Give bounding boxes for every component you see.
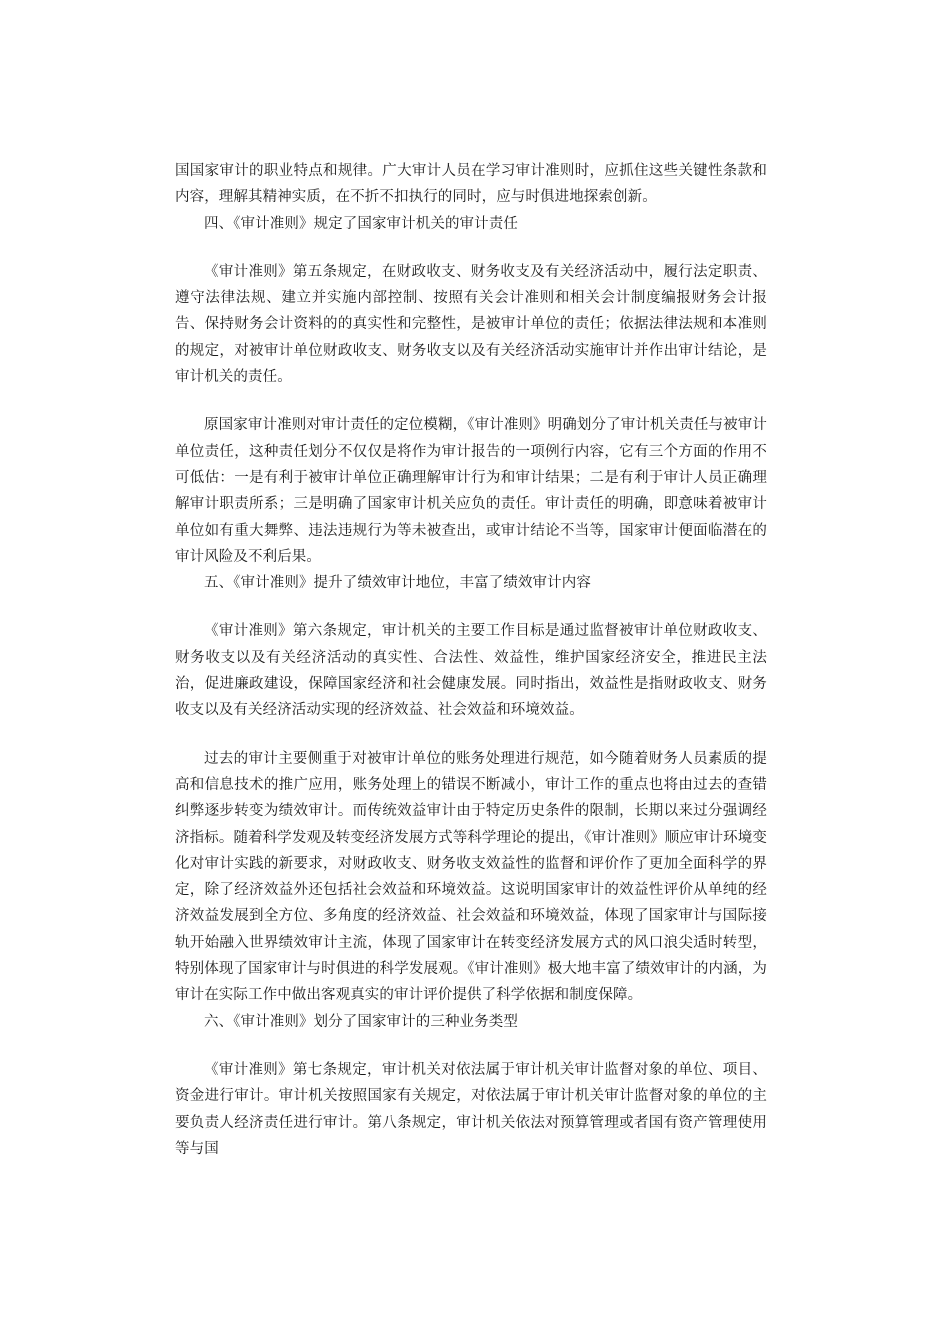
section-heading-6: 六、《审计准则》划分了国家审计的三种业务类型: [204, 1013, 518, 1030]
paragraph-article-7: 《审计准则》第七条规定，审计机关对依法属于审计机关审计监督对象的单位、项目、资金进行审计。审计机关按照国家有关规定，对依法属于审计机关审计监督对象的单位的主要负责人经济责任进行审计。第八条规定，审计机关依法对预算管理或者国有资产管理使用等与国: [175, 1061, 767, 1157]
section-heading-4: 四、《审计准则》规定了国家审计机关的审计责任: [204, 215, 518, 232]
paragraph-article-5: 《审计准则》第五条规定，在财政收支、财务收支及有关经济活动中，履行法定职责、遵守法律法规、建立并实施内部控制、按照有关会计准则和相关会计制度编报财务会计报告、保持财务会计资料的的真实性和完整性，是被审计单位的责任；依据法律法规和本准则的规定，对被审计单位财政收支、财务收支以及有关经济活动实施审计并作出审计结论，是审计机关的责任。: [175, 263, 767, 386]
document-body: [175, 158, 767, 1162]
paragraph-audit-responsibility: 原国家审计准则对审计责任的定位模糊，《审计准则》明确划分了审计机关责任与被审计单位责任，这种责任划分不仅仅是将作为审计报告的一项例行内容，它有三个方面的作用不可低估：一是有利于被审计单位正确理解审计行为和审计结果；二是有利于审计人员正确理解审计职责所系；三是明确了国家审计机关应负的责任。审计责任的明确，即意味着被审计单位如有重大舞弊、违法违规行为等未被查出，或审计结论不当等，国家审计便面临潜在的审计风险及不利后果。: [175, 417, 767, 565]
section-heading-5: 五、《审计准则》提升了绩效审计地位，丰富了绩效审计内容: [204, 575, 591, 592]
paragraph-continuation: 国国家审计的职业特点和规律。广大审计人员在学习审计准则时，应抓住这些关键性条款和内容，理解其精神实质，在不折不扣执行的同时，应与时俱进地探索创新。: [175, 163, 767, 206]
paragraph-performance-audit: 过去的审计主要侧重于对被审计单位的账务处理进行规范，如今随着财务人员素质的提高和信息技术的推广应用，账务处理上的错误不断减小，审计工作的重点也将由过去的查错纠弊逐步转变为绩效审计。而传统效益审计由于特定历史条件的限制，长期以来过分强调经济指标。随着科学发观及转变经济发展方式等科学理论的提出，《审计准则》顺应审计环境变化对审计实践的新要求，对财政收支、财务收支效益性的监督和评价作了更加全面科学的界定，除了经济效益外还包括社会效益和环境效益。这说明国家审计的效益性评价从单纯的经济效益发展到全方位、多角度的经济效益、社会效益和环境效益，体现了国家审计与国际接轨开始融入世界绩效审计主流，体现了国家审计在转变经济发展方式的风口浪尖适时转型，特别体现了国家审计与时俱进的科学发展观。《审计准则》极大地丰富了绩效审计的内涵，为审计在实际工作中做出客观真实的审计评价提供了科学依据和制度保障。: [175, 750, 767, 1004]
paragraph-article-6: 《审计准则》第六条规定，审计机关的主要工作目标是通过监督被审计单位财政收支、财务收支以及有关经济活动的真实性、合法性、效益性，维护国家经济安全，推进民主法治，促进廉政建设，保障国家经济和社会健康发展。同时指出，效益性是指财政收支、财务收支以及有关经济活动实现的经济效益、社会效益和环境效益。: [175, 623, 767, 719]
